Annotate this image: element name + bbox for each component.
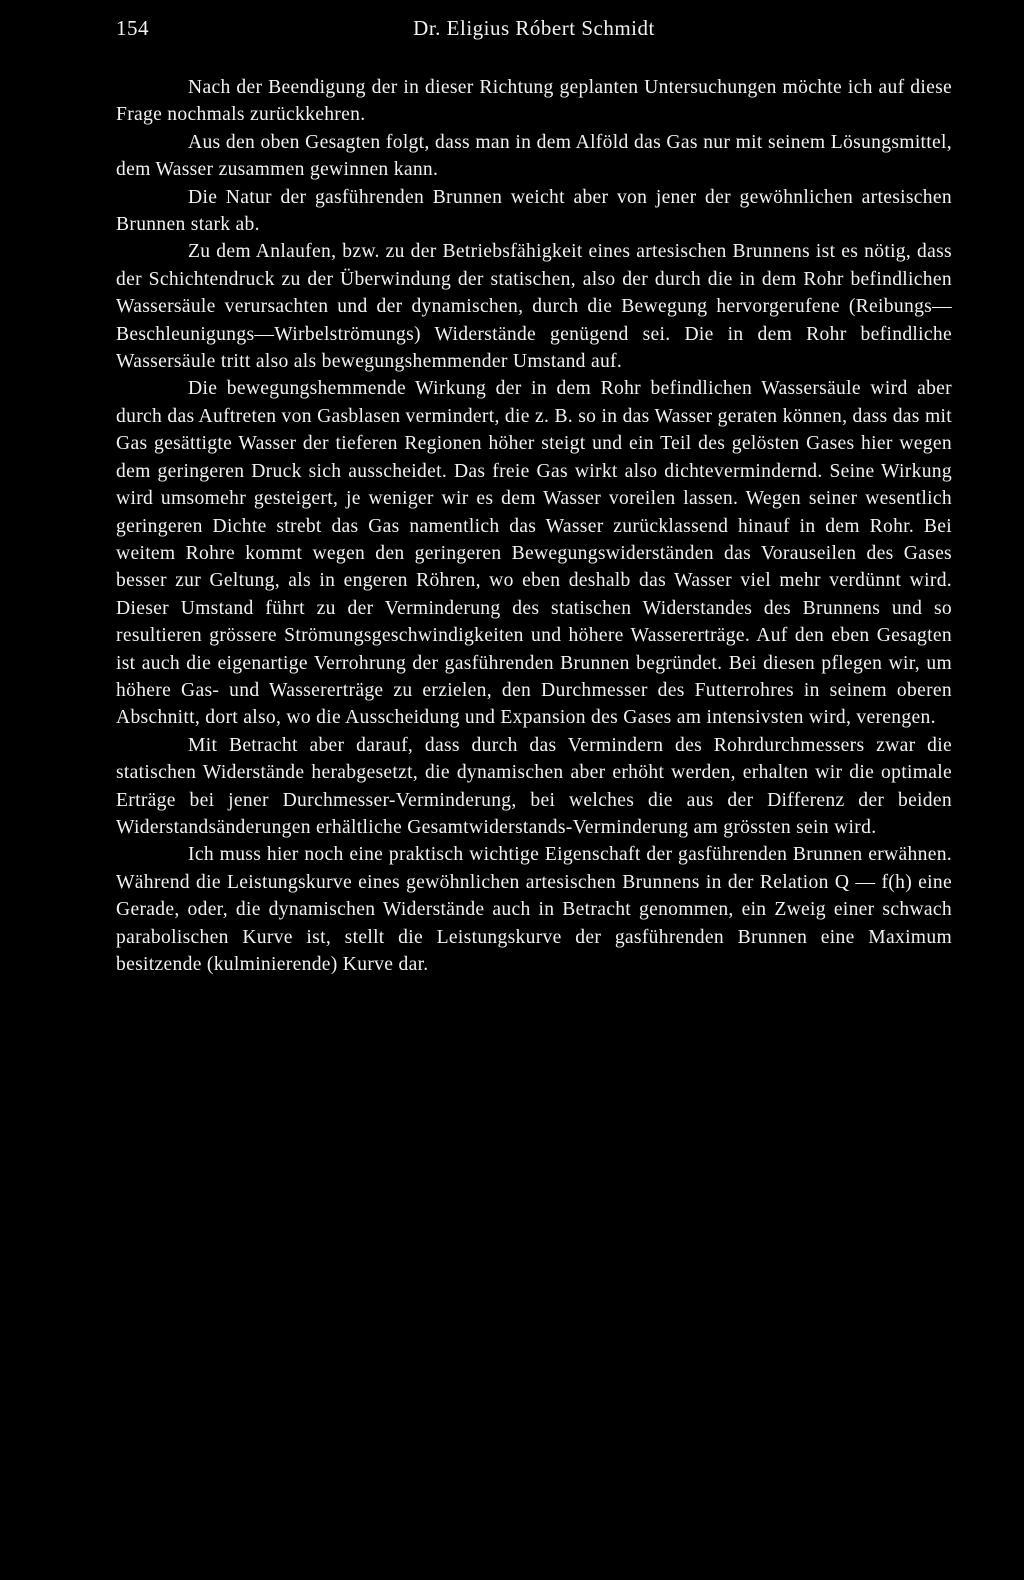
running-head: Dr. Eligius Róbert Schmidt: [413, 16, 655, 40]
paragraph: Zu dem Anlaufen, bzw. zu der Betriebsfähigkeit eines artesischen Brunnens ist es nötig, dass der Schichtendruck zu der Überwindung der statischen, also der durch die in dem Rohr befindlichen Wassersäule verursachten und der dynamischen, durch die Bewegung hervorgerufene (Reibungs—Beschleunigungs—Wirbelströmungs) Widerstände genügend sei. Die in dem Rohr befindliche Wassersäule tritt also als bewegungshemmender Umstand auf.: [116, 241, 952, 373]
paragraph: Nach der Beendigung der in dieser Richtung geplanten Untersuchungen möchte ich auf diese Frage nochmals zurückkehren.: [116, 77, 952, 126]
paragraph: Mit Betracht aber darauf, dass durch das Vermindern des Rohrdurchmessers zwar die statischen Widerstände herabgesetzt, die dynamischen aber erhöht werden, erhalten wir die optimale Erträge bei jener Durchmesser-Verminderung, bei welches die aus der Differenz der beiden Widerstandsänderungen erhältliche Gesamtwiderstands-Verminderung am grössten sein wird.: [116, 734, 952, 838]
paragraph: Die bewegungshemmende Wirkung der in dem Rohr befindlichen Wassersäule wird aber durch das Auftreten von Gasblasen vermindert, die z. B. so in das Wasser geraten können, dass das mit Gas gesättigte Wasser der tieferen Regionen höher steigt und ein Teil des gelösten Gases hier wegen dem geringeren Druck sich ausscheidet. Das freie Gas wirkt also dichtevermindernd. Seine Wirkung wird umsomehr gesteigert, je weniger wir es dem Wasser voreilen lassen. Wegen seiner wesentlich geringeren Dichte strebt das Gas namentlich das Wasser zurücklassend hinauf in dem Rohr. Bei weitem Rohre kommt wegen den geringeren Bewegungswiderständen das Vorauseilen des Gases besser zur Geltung, als in engeren Röhren, wo eben deshalb das Wasser viel mehr verdünnt wird. Dieser Umstand führt zu der Verminderung des statischen Widerstandes des Brunnens und so resultieren grössere Strömungsgeschwindigkeiten und höhere Wassererträge. Auf den eben Gesagten ist auch die eigenartige Verrohrung der gasführenden Brunnen begründet. Bei diesen pflegen wir, um höhere Gas- und Wassererträge zu erzielen, den Durchmesser des Futterrohres in seinem oberen Abschnitt, dort also, wo die Ausscheidung und Expansion des Gases am intensivsten wird, verengen.: [116, 378, 952, 729]
paragraph: Aus den oben Gesagten folgt, dass man in dem Alföld das Gas nur mit seinem Lösungsmittel, dem Wasser zusammen gewinnen kann.: [116, 131, 952, 181]
paragraph: Die Natur der gasführenden Brunnen weicht aber von jener der gewöhnlichen artesischen Brunnen stark ab.: [116, 186, 952, 236]
page-number: 154: [116, 16, 149, 40]
page-header: [116, 16, 952, 50]
body-text: [116, 74, 952, 978]
paragraph: Ich muss hier noch eine praktisch wichtige Eigenschaft der gasführenden Brunnen erwähnen. Während die Leistungskurve eines gewöhnlichen artesischen Brunnens in der Relation Q — f(h) eine Gerade, oder, die dynamischen Widerstände auch in Betracht genommen, ein Zweig einer schwach parabolischen Kurve ist, stellt die Leistungskurve der gasführenden Brunnen eine Maximum besitzende (kulminierende) Kurve dar.: [116, 844, 952, 975]
